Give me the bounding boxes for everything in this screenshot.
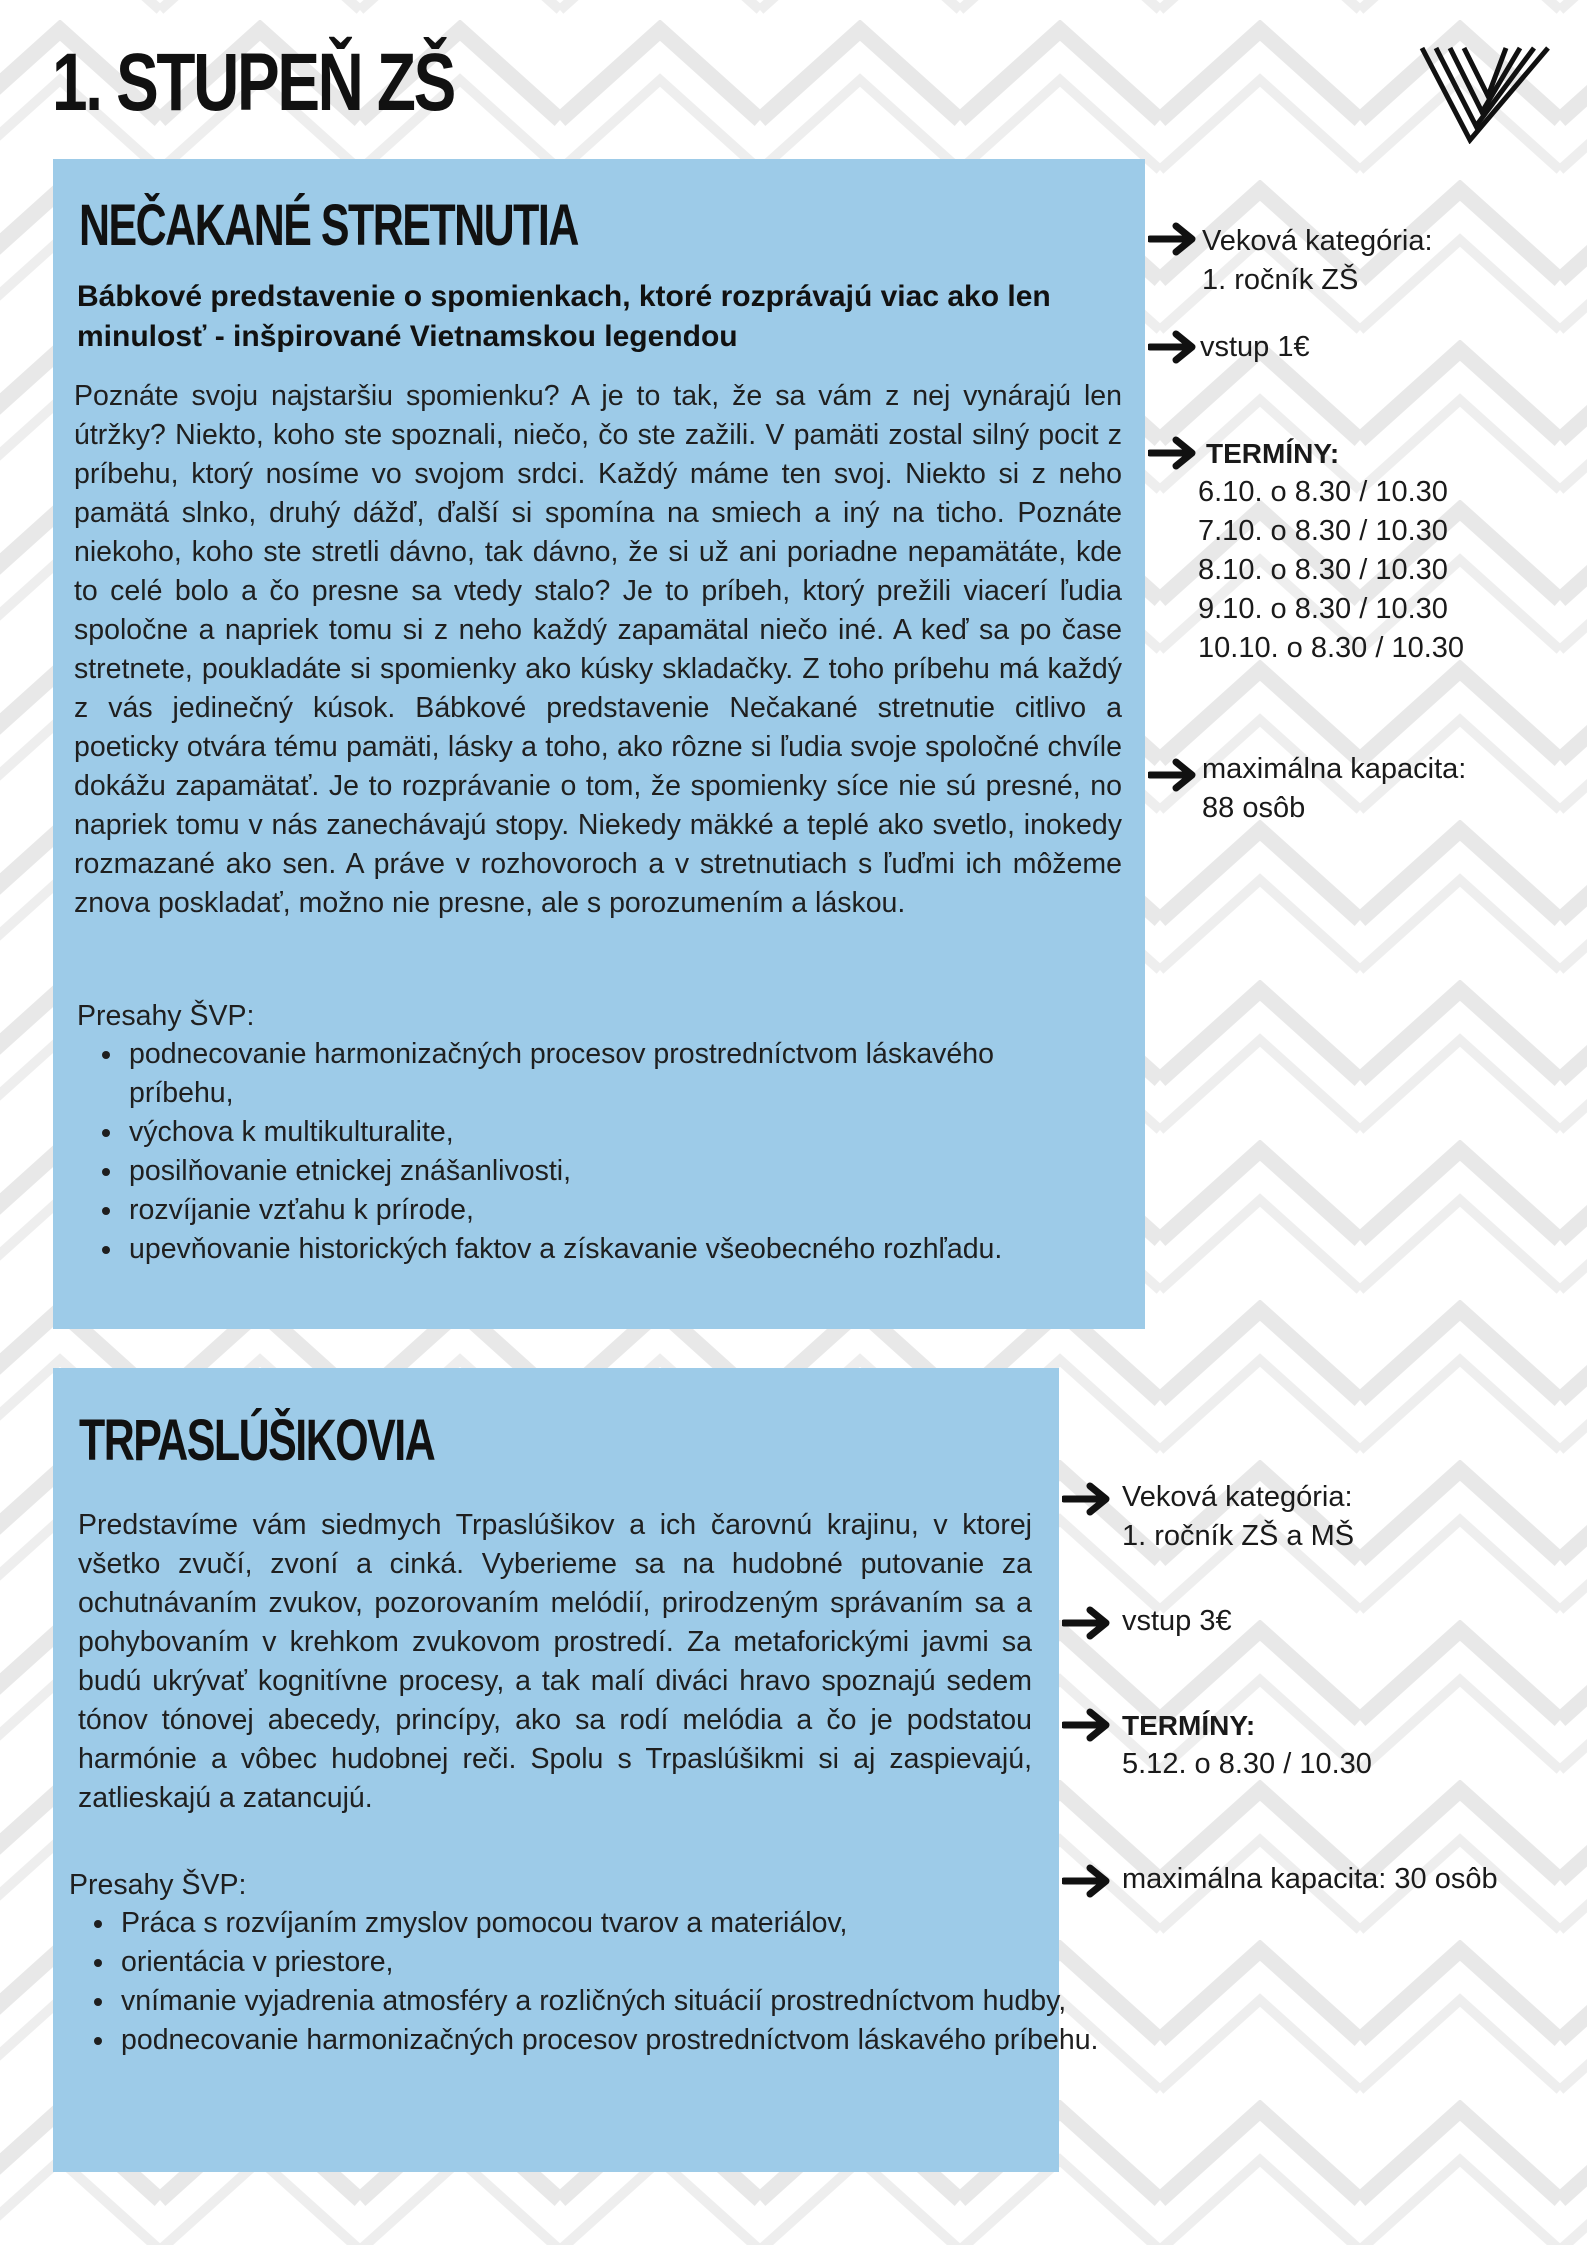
list-item: • rozvíjanie vzťahu k prírode, [125, 1191, 1025, 1230]
age-value: 1. ročník ZŠ [1202, 264, 1359, 296]
show-card-necakane-stretnutia [53, 159, 1145, 1329]
term-date: 10.10. o 8.30 / 10.30 [1198, 632, 1465, 664]
arrow-right-icon [1062, 1606, 1114, 1640]
show-subtitle: Bábkové predstavenie o spomienkach, ktoré rozprávajú viac ako len minulosť - inšpirované Vietnamskou legendou [77, 280, 1051, 353]
terms-label: TERMÍNY: [1122, 1710, 1256, 1741]
capacity-label: maximálna kapacita: [1202, 753, 1467, 785]
arrow-right-icon [1148, 436, 1200, 470]
list-item: • orientácia v priestore, [117, 1943, 1107, 1982]
list-item: • podnecovanie harmonizačných procesov prostredníctvom láskavého príbehu, [125, 1035, 1025, 1113]
term-date: 8.10. o 8.30 / 10.30 [1198, 554, 1448, 586]
capacity-value: 88 osôb [1202, 792, 1306, 824]
age-label: Veková kategória: [1122, 1481, 1353, 1513]
arrow-right-icon [1062, 1482, 1114, 1516]
show-title: TRPASLÚŠIKOVIA [79, 1408, 435, 1473]
presahy-label: Presahy ŠVP: [69, 1869, 247, 1901]
entry-price: vstup 1€ [1200, 331, 1310, 363]
list-item: • Práca s rozvíjaním zmyslov pomocou tvarov a materiálov, [117, 1904, 1107, 1943]
list-item: • posilňovanie etnickej znášanlivosti, [125, 1152, 1025, 1191]
list-item: • výchova k multikulturalite, [125, 1113, 1025, 1152]
arrow-right-icon [1062, 1864, 1114, 1898]
age-value: 1. ročník ZŠ a MŠ [1122, 1520, 1355, 1552]
show-card-trpaslusikovia [53, 1368, 1099, 2172]
presahy-list [67, 1904, 1107, 2060]
show-title: NEČAKANÉ STRETNUTIA [79, 193, 578, 258]
list-item: • vnímanie vyjadrenia atmosféry a rozličných situácií prostredníctvom hudby, [117, 1982, 1107, 2021]
arrow-right-icon [1148, 222, 1200, 256]
entry-price: vstup 3€ [1122, 1605, 1232, 1637]
term-date: 7.10. o 8.30 / 10.30 [1198, 515, 1448, 547]
age-label: Veková kategória: [1202, 225, 1433, 257]
terms-label: TERMÍNY: [1206, 438, 1340, 469]
chevron-v-logo-icon [1418, 44, 1552, 144]
capacity-label: maximálna kapacita: 30 osôb [1122, 1863, 1498, 1895]
term-date: 5.12. o 8.30 / 10.30 [1122, 1748, 1372, 1780]
arrow-right-icon [1148, 330, 1200, 364]
presahy-list [75, 1035, 1025, 1269]
list-item: • podnecovanie harmonizačných procesov prostredníctvom láskavého príbehu. [117, 2021, 1107, 2060]
list-item: • upevňovanie historických faktov a získavanie všeobecného rozhľadu. [125, 1230, 1025, 1269]
show-description: Poznáte svoju najstaršiu spomienku? A je to tak, že sa vám z nej vynárajú len útržky? Niekto, koho ste spoznali, niečo, čo ste zažili. V pamäti zostal silný pocit z príbehu, ktorý nosíme vo svojom srdci. Každý máme ten svoj. Niekto si z neho pamätá slnko, druhý dážď, ďalší si spomína na smiech a iný na ticho. Poznáte niekoho, koho ste stretli dávno, tak dávno, že si už ani poriadne nepamätáte, kde to celé bolo a čo presne sa vtedy stalo? Je to príbeh, ktorý prežili viacerí ľudia spoločne a napriek tomu si z neho každý zapamätal niečo iné. A keď sa po čase stretnete, poukladáte si spomienky ako kúsky skladačky. Z toho príbehu má každý z vás jedinečný kúsok. Bábkové predstavenie Nečakané stretnutie citlivo a poeticky otvára tému pamäti, lásky a toho, ako rôzne si ľudia svoje spoločné chvíle dokážu zapamätať. Je to rozprávanie o tom, že spomienky síce nie sú presné, no napriek tomu v nás zanechávajú stopy. Niekedy mäkké a teplé ako svetlo, inokedy rozmazané ako sen. A práve v rozhovoroch a v stretnutiach s ľuďmi ich môžeme znova poskladať, možno nie presne, ale s porozumením a láskou. [74, 380, 1122, 919]
arrow-right-icon [1062, 1708, 1114, 1742]
show-description: Predstavíme vám siedmych Trpaslúšikov a ich čarovnú krajinu, v ktorej všetko zvučí, zvoní a cinká. Vyberieme sa na hudobné putovanie za ochutnávaním zvukov, pozorovaním melódií, prirodzeným správaním sa a pohybovaním v krehkom zvukovom prostredí. Za metaforickými javmi sa budú ukrývať kognitívne procesy, a tak malí diváci hravo spoznajú sedem tónov tónovej abecedy, princípy, ako sa rodí melódia a čo je podstatou harmónie a vôbec hudobnej reči. Spolu s Trpaslúšikmi si aj zaspievajú, zatlieskajú a zatancujú. [78, 1509, 1032, 1814]
presahy-label: Presahy ŠVP: [77, 1000, 255, 1032]
term-date: 9.10. o 8.30 / 10.30 [1198, 593, 1448, 625]
arrow-right-icon [1148, 758, 1200, 792]
page-title: 1. STUPEŇ ZŠ [52, 37, 454, 128]
term-date: 6.10. o 8.30 / 10.30 [1198, 476, 1448, 508]
